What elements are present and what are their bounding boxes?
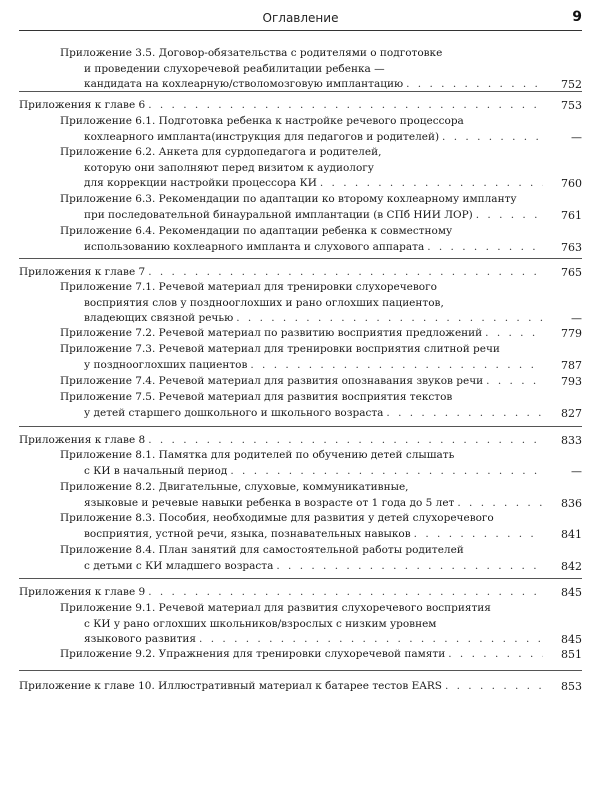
- section-divider: [19, 670, 582, 671]
- leader-dots: [148, 98, 543, 114]
- leader-dots: [457, 496, 543, 512]
- header-page-number: 9: [572, 9, 582, 25]
- toc-entry-text: Приложение 3.5. Договор-обязательства с родителями о подготовке: [60, 47, 443, 59]
- toc-entry-text: владеющих связной речью: [84, 312, 234, 324]
- toc-appendix-entry[interactable]: [60, 480, 546, 511]
- toc-entry-text: Приложение 7.5. Речевой материал для развития восприятия текстов: [60, 391, 453, 403]
- toc-appendix-entry[interactable]: [60, 390, 546, 421]
- toc-entry-text: Приложение 6.2. Анкета для сурдопедагога и родителей,: [60, 146, 382, 158]
- toc-appendix-entry[interactable]: [60, 647, 546, 663]
- running-header: [19, 8, 582, 31]
- leader-dots: [148, 265, 543, 281]
- toc-page-number: 827: [561, 406, 582, 420]
- toc-entry-text: у детей старшего дошкольного и школьного возраста: [84, 406, 384, 419]
- toc-chapter-entry[interactable]: [19, 679, 546, 695]
- leader-dots: [320, 176, 543, 192]
- toc-chapter-entry[interactable]: [19, 265, 546, 281]
- toc-appendix-entry[interactable]: [60, 326, 546, 342]
- toc-entry-text: Приложение 9.1. Речевой материал для развития слухоречевого восприятия: [60, 602, 491, 614]
- toc-page-number: 787: [561, 358, 582, 372]
- toc-appendix-entry[interactable]: [60, 192, 546, 223]
- leader-dots: [386, 406, 543, 422]
- toc-page-number: 760: [561, 177, 582, 190]
- toc-entry-text: Приложение 9.2. Упражнения для тренировки слухоречевой памяти: [60, 648, 446, 660]
- toc-entry-text: Приложения к главе 9: [19, 586, 146, 598]
- toc-page-number: 836: [561, 496, 582, 510]
- toc-entry-text: с детьми с КИ младшего возраста: [84, 559, 274, 572]
- section-divider: [19, 258, 582, 259]
- leader-dots: [250, 358, 543, 374]
- toc-entry-text: при последовательной бинауральной имплантации (в СПб НИИ ЛОР): [84, 208, 473, 221]
- toc-page-number: 853: [561, 680, 582, 693]
- toc-page-number: —: [571, 312, 582, 325]
- toc-entry-text: восприятия, устной речи, языка, познавательных навыков: [84, 527, 411, 540]
- toc-entry-text: Приложения к главе 8: [19, 434, 146, 446]
- toc-entry-text: языковые и речевые навыки ребенка в возрасте от 1 года до 5 лет: [84, 496, 455, 509]
- toc-page-number: —: [571, 464, 582, 478]
- toc-appendix-entry[interactable]: [60, 114, 546, 145]
- toc-appendix-entry[interactable]: [60, 145, 546, 192]
- toc-entry-text: с КИ у рано оглохших школьников/взрослых с низким уровнем: [84, 617, 437, 630]
- toc-entry-text: которую они заполняют перед визитом к аудиологу: [84, 161, 374, 174]
- toc-page-number: 845: [561, 633, 582, 646]
- leader-dots: [414, 527, 543, 543]
- toc-page-number: 779: [561, 327, 582, 340]
- toc-entry-text: Приложение 7.1. Речевой материал для тренировки слухоречевого: [60, 281, 437, 293]
- toc-page-number: 793: [561, 375, 582, 388]
- toc-page-number: 752: [561, 78, 582, 91]
- header-title: Оглавление: [262, 11, 339, 25]
- toc-entry-text: Приложение 8.3. Пособия, необходимые для развития у детей слухоречевого: [60, 512, 494, 524]
- toc-appendix-entry[interactable]: [60, 374, 546, 390]
- toc-chapter-entry[interactable]: [19, 98, 546, 114]
- toc-entry-text: Приложение к главе 10. Иллюстративный материал к батарее тестов EARS: [19, 680, 442, 692]
- toc-page-number: 765: [561, 266, 582, 279]
- toc-appendix-entry[interactable]: [60, 448, 546, 479]
- toc-chapter-entry[interactable]: [19, 433, 546, 449]
- toc-page-number: 753: [561, 99, 582, 112]
- toc-appendix-entry[interactable]: [60, 543, 546, 574]
- toc-appendix-entry[interactable]: [60, 46, 546, 93]
- toc-page-number: 841: [561, 527, 582, 541]
- leader-dots: [148, 585, 543, 601]
- toc-entry-text: восприятия слов у позднооглохших и рано оглохших пациентов,: [84, 296, 444, 309]
- toc-page-number: —: [571, 130, 582, 144]
- toc-entry-text: Приложение 8.4. План занятий для самостоятельной работы родителей: [60, 544, 464, 556]
- leader-dots: [199, 632, 543, 648]
- toc-appendix-entry[interactable]: [60, 280, 546, 327]
- leader-dots: [442, 130, 543, 146]
- leader-dots: [476, 208, 543, 224]
- leader-dots: [406, 77, 543, 93]
- toc-page-number: 842: [561, 559, 582, 573]
- toc-entry-text: Приложение 8.2. Двигательные, слуховые, коммуникативные,: [60, 481, 409, 493]
- toc-appendix-entry[interactable]: [60, 601, 546, 648]
- toc-entry-text: кандидата на кохлеарную/стволомозговую имплантацию: [84, 78, 404, 90]
- leader-dots: [448, 647, 543, 663]
- leader-dots: [236, 311, 543, 327]
- toc-entry-text: Приложение 8.1. Памятка для родителей по обучению детей слышать: [60, 449, 455, 461]
- toc-entry-text: с КИ в начальный период: [84, 464, 228, 477]
- toc-entry-text: Приложения к главе 7: [19, 266, 146, 278]
- toc-entry-text: для коррекции настройки процессора КИ: [84, 177, 317, 189]
- toc-page-number: 851: [561, 648, 582, 661]
- toc-page-number: 763: [561, 240, 582, 254]
- toc-entry-text: у позднооглохших пациентов: [84, 358, 248, 371]
- leader-dots: [485, 326, 543, 342]
- section-divider: [19, 578, 582, 579]
- toc-entry-text: Приложение 7.4. Речевой материал для развития опознавания звуков речи: [60, 375, 484, 387]
- toc-entry-text: языкового развития: [84, 633, 197, 645]
- toc-appendix-entry[interactable]: [60, 224, 546, 255]
- toc-entry-text: и проведении слухоречевой реабилитации ребенка —: [84, 62, 385, 75]
- toc-entry-text: Приложение 7.3. Речевой материал для тренировки восприятия слитной речи: [60, 343, 500, 355]
- leader-dots: [486, 374, 543, 390]
- toc-chapter-entry[interactable]: [19, 585, 546, 601]
- toc-entry-text: Приложение 7.2. Речевой материал по развитию восприятия предложений: [60, 327, 483, 339]
- toc-entry-text: кохлеарного импланта(инструкция для педагогов и родителей): [84, 130, 440, 143]
- toc-page-number: 845: [561, 586, 582, 599]
- leader-dots: [148, 433, 543, 449]
- toc-entry-text: Приложение 6.4. Рекомендации по адаптации ребенка к совместному: [60, 225, 453, 237]
- leader-dots: [276, 559, 543, 575]
- toc-appendix-entry[interactable]: [60, 511, 546, 542]
- toc-entry-text: Приложение 6.1. Подготовка ребенка к настройке речевого процессора: [60, 115, 464, 127]
- toc-entry-text: Приложение 6.3. Рекомендации по адаптации ко второму кохлеарному импланту: [60, 193, 517, 205]
- toc-page-number: 761: [561, 208, 582, 222]
- toc-page-number: 833: [561, 434, 582, 447]
- section-divider: [19, 426, 582, 427]
- leader-dots: [445, 679, 543, 695]
- toc-entry-text: Приложения к главе 6: [19, 99, 146, 111]
- toc-entry-text: использованию кохлеарного импланта и слухового аппарата: [84, 240, 425, 253]
- leader-dots: [230, 464, 543, 480]
- leader-dots: [427, 240, 543, 256]
- toc-appendix-entry[interactable]: [60, 342, 546, 373]
